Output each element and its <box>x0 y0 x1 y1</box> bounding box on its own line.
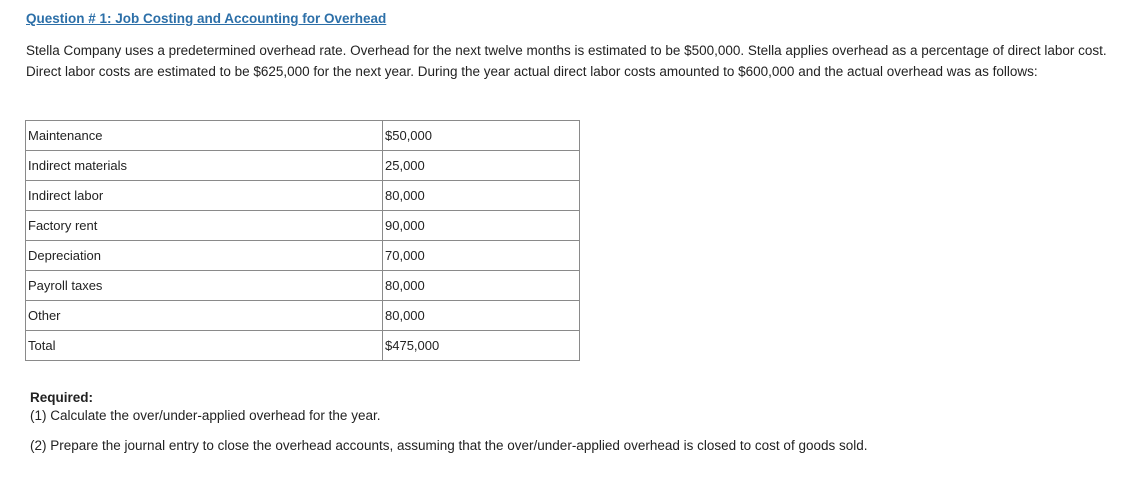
row-amount: 70,000 <box>383 241 580 271</box>
row-amount: 90,000 <box>383 211 580 241</box>
required-section <box>30 389 868 455</box>
required-item-2: (2) Prepare the journal entry to close the overhead accounts, assuming that the over/under-applied overhead is closed to cost of goods sold. <box>30 438 868 453</box>
table-row <box>26 121 580 151</box>
row-label: Other <box>26 301 383 331</box>
total-label: Total <box>26 331 383 361</box>
table-row <box>26 271 580 301</box>
table-row <box>26 301 580 331</box>
required-heading: Required: <box>30 390 94 405</box>
row-amount: 80,000 <box>383 271 580 301</box>
table-row <box>26 181 580 211</box>
table-total-row <box>26 331 580 361</box>
table-row <box>26 151 580 181</box>
required-item-1: (1) Calculate the over/under-applied overhead for the year. <box>30 408 381 423</box>
row-label: Payroll taxes <box>26 271 383 301</box>
row-amount: 25,000 <box>383 151 580 181</box>
row-label: Depreciation <box>26 241 383 271</box>
question-intro-text: Stella Company uses a predetermined overhead rate. Overhead for the next twelve months is estimated to be $500,000. Stella applies overhead as a percentage of direct labor cost. Direct labor costs are estimated to be $625,000 for the next year. During the year actual direct labor costs amounted to $600,000 and the actual overhead was as follows: <box>26 43 1107 79</box>
table-row <box>26 241 580 271</box>
question-title-link[interactable]: Question # 1: Job Costing and Accounting for Overhead <box>26 11 387 26</box>
total-amount: $475,000 <box>383 331 580 361</box>
row-label: Indirect labor <box>26 181 383 211</box>
row-label: Indirect materials <box>26 151 383 181</box>
row-amount: $50,000 <box>383 121 580 151</box>
actual-overhead-table <box>25 120 580 361</box>
row-amount: 80,000 <box>383 181 580 211</box>
row-label: Factory rent <box>26 211 383 241</box>
row-label: Maintenance <box>26 121 383 151</box>
row-amount: 80,000 <box>383 301 580 331</box>
table-row <box>26 211 580 241</box>
